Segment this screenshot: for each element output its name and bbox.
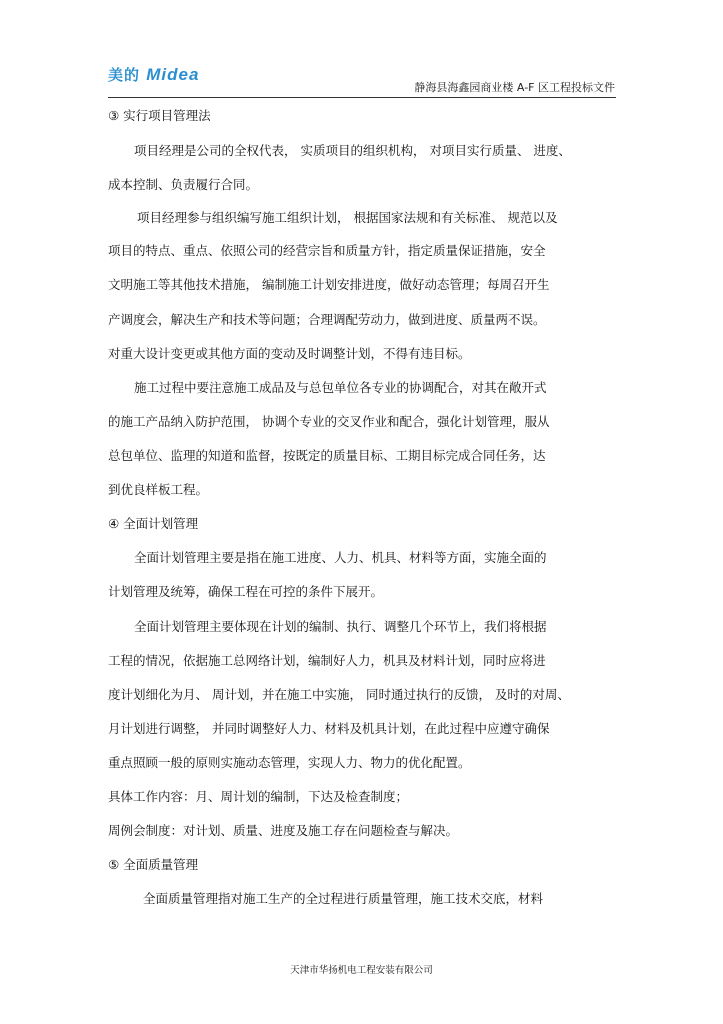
paragraph-line: 的施工产品纳入防护范围， 协调个专业的交叉作业和配合，强化计划管理，服从: [108, 414, 550, 429]
paragraph-line: 到优良样板工程。: [108, 482, 209, 497]
paragraph-line: 项目经理参与组织编写施工组织计划， 根据国家法规和有关标准、 规范以及: [137, 210, 558, 225]
paragraph-line: 产调度会，解决生产和技术等问题；合理调配劳动力，做到进度、质量两不误。: [108, 312, 546, 327]
section-heading: ⑤ 全面质量管理: [108, 857, 199, 872]
logo-cn: 美的: [108, 66, 141, 84]
paragraph-line: 全面计划管理主要体现在计划的编制、执行、调整几个环节上，我们将根据: [134, 619, 547, 634]
paragraph-line: 具体工作内容：月、周计划的编制，下达及检查制度；: [108, 789, 409, 804]
header-divider: [108, 97, 616, 98]
paragraph-line: 对重大设计变更或其他方面的变动及时调整计划，不得有违目标。: [108, 346, 471, 361]
section-heading: ④ 全面计划管理: [108, 516, 199, 531]
paragraph-line: 重点照顾一般的原则实施动态管理，实现人力、物力的优化配置。: [108, 755, 471, 770]
midea-logo: [108, 64, 199, 85]
header-title: 静海县海鑫园商业楼 A-F 区工程投标文件: [414, 81, 615, 94]
paragraph-line: 施工过程中要注意施工成品及与总包单位各专业的协调配合，对其在敞开式: [134, 380, 547, 395]
paragraph-line: 月计划进行调整， 并同时调整好人力、材料及机具计划，在此过程中应遵守确保: [108, 721, 550, 736]
paragraph-line: 项目经理是公司的全权代表， 实质项目的组织机构， 对项目实行质量、 进度、: [134, 143, 571, 158]
paragraph-line: 工程的情况，依据施工总网络计划，编制好人力，机具及材料计划，同时应将进: [108, 653, 546, 668]
paragraph-line: 周例会制度：对计划、质量、进度及施工存在问题检查与解决。: [108, 823, 459, 838]
paragraph-line: 项目的特点、重点、依照公司的经营宗旨和质量方针，指定质量保证措施，安全: [108, 243, 546, 258]
paragraph-line: 计划管理及统筹，确保工程在可控的条件下展开。: [108, 584, 384, 599]
paragraph-line: 全面质量管理指对施工生产的全过程进行质量管理，施工技术交底，材料: [143, 891, 544, 906]
paragraph-line: 全面计划管理主要是指在施工进度、人力、机具、材料等方面，实施全面的: [134, 550, 547, 565]
paragraph-line: 文明施工等其他技术措施， 编制施工计划安排进度，做好动态管理；每周召开生: [108, 277, 550, 292]
paragraph-line: 度计划细化为月、 周计划，并在施工中实施， 同时通过执行的反馈， 及时的对周、: [108, 687, 570, 702]
paragraph-line: 总包单位、监理的知道和监督，按既定的质量目标、工期目标完成合同任务，达: [108, 448, 546, 463]
paragraph-line: 成本控制、负责履行合同。: [108, 177, 259, 192]
section-heading: ③ 实行项目管理法: [108, 108, 211, 123]
footer-company: 天津市华扬机电工程安装有限公司: [290, 965, 433, 976]
logo-en: Midea: [146, 65, 200, 84]
